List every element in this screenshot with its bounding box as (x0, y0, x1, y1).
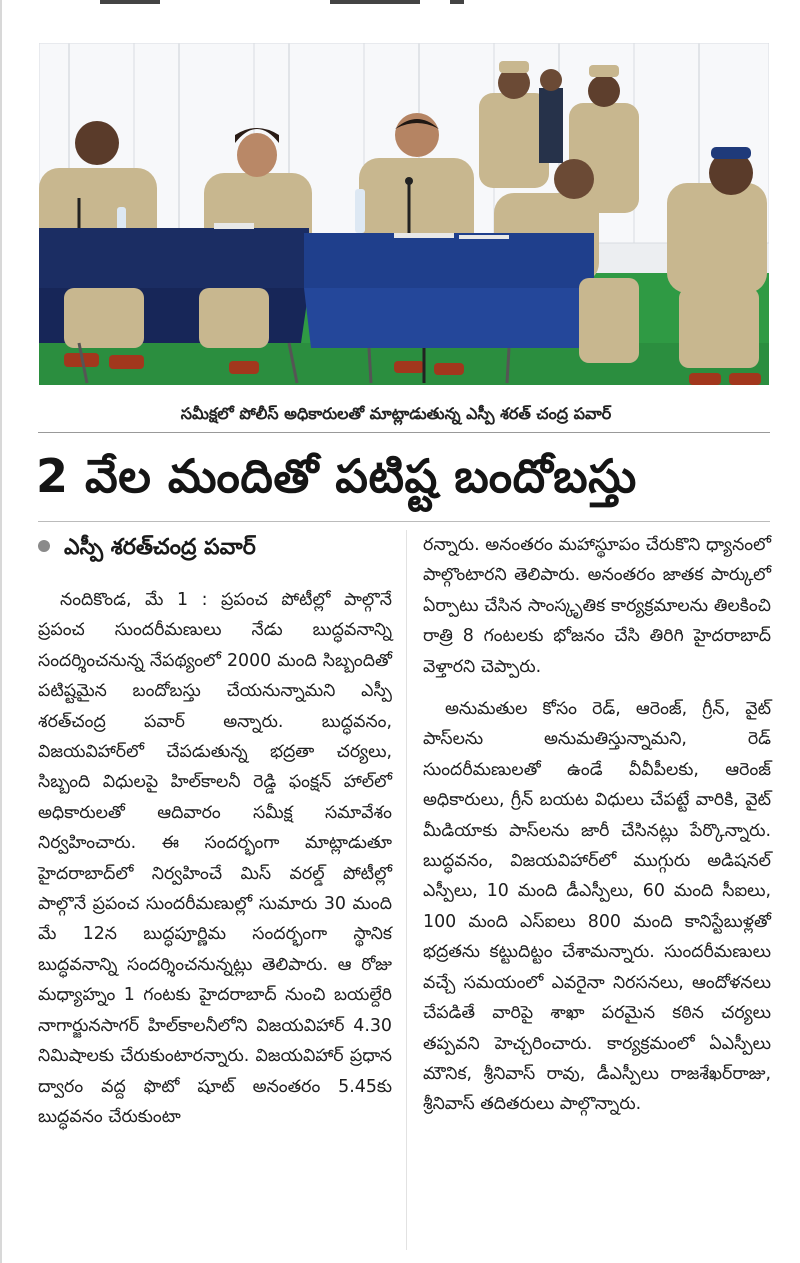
column-divider (406, 530, 407, 1250)
headline: 2 వేల మందితో పటిష్ట బందోబస్తు (36, 449, 637, 503)
news-photo (39, 43, 769, 385)
byline-text: ఎస్పీ శరత్‌చంద్ర పవార్ (64, 535, 256, 560)
article-paragraph: రన్నారు. అనంతరం మహాస్థూపం చేరుకొని ధ్యానంలో పాల్గొంటారని తెలిపారు. అనంతరం జాతక పార్కులో ఏర్పాటు చేసిన సాంస్కృతిక కార్యక్రమాలను తిలకించి రాత్రి 8 గంటలకు భోజనం చేసి తిరిగి హైదరాబాద్ వెళ్తారని చెప్పారు. (423, 535, 771, 677)
bullet-icon (38, 540, 50, 552)
clipped-top-strip (0, 0, 800, 14)
article-column-right (423, 530, 771, 1120)
article-paragraph: నందికొండ, మే 1 : ప్రపంచ పోటీల్లో పాల్గొనే ప్రపంచ సుందరీమణులు నేడు బుద్ధవనాన్ని సందర్శించనున్న నేపథ్యంలో 2000 మంది సిబ్బందితో పటిష్టమైన బందోబస్తు చేయనున్నామని ఎస్పీ శరత్‌చంద్ర పవార్ అన్నారు. బుద్ధవనం, విజయవిహార్‌లో చేపడుతున్న భద్రతా చర్యలు, సిబ్బంది విధులపై హిల్‌కాలనీ రెడ్డి ఫంక్షన్ హాల్‌లో అధికారులతో ఆదివారం సమీక్ష సమావేశం నిర్వహించారు. ఈ సందర్భంగా మాట్లాడుతూ హైదరాబాద్‌లో నిర్వహించే మిస్ వరల్డ్ పోటీల్లో పాల్గొనే ప్రపంచ సుందరీమణుల్లో సుమారు 30 మంది మే 12న బుద్ధపూర్ణిమ సందర్భంగా స్థానిక బుద్ధవనాన్ని సందర్శించనున్నట్లు తెలిపారు. ఆ రోజు మధ్యాహ్నం 1 గంటకు హైదరాబాద్ నుంచి బయల్దేరి నాగార్జునసాగర్ హిల్‌కాలనీలోని విజయవిహార్ 4.30 నిమిషాలకు చేరుకుంటారన్నారు. విజయవిహార్ ప్రధాన ద్వారం వద్ద ఫొటో షూట్ అనంతరం 5.45కు బుద్ధవనం చేరుకుంటా (38, 590, 392, 1127)
caption-divider (38, 432, 770, 433)
article-paragraph: అనుమతుల కోసం రెడ్, ఆరెంజ్, గ్రీన్, వైట్ పాస్‌లను అనుమతిస్తున్నామని, రెడ్ సుందరీమణులతో ఉండే వీవీపీలకు, ఆరెంజ్ అధికారులు, గ్రీన్ బయట విధులు చేపట్టే వారికి, వైట్ మీడియాకు పాస్‌లను జారీ చేసినట్లు పేర్కొన్నారు. బుద్ధవనం, విజయవిహార్‌లో ముగ్గురు అడిషనల్ ఎస్పీలు, 10 మంది డీఎస్పీలు, 60 మంది సీఐలు, 100 మంది ఎస్ఐలు 800 మంది కానిస్టేబుళ్లతో భద్రతను కట్టుదిట్టం చేశామన్నారు. సుందరీమణులు వచ్చే సమయంలో ఎవరైనా నిరసనలు, ఆందోళనలు చేపడితే వారిపై శాఖా పరమైన కఠిన చర్యలు తప్పవని హెచ్చరించారు. కార్యక్రమంలో ఏఎస్పీలు మౌనిక, శ్రీనివాస్ రావు, డీఎస్పీలు రాజశేఖర్‌రాజు, శ్రీనివాస్ తదితరులు పాల్గొన్నారు. (423, 699, 771, 1115)
photo-caption: సమీక్షలో పోలీస్ అధికారులతో మాట్లాడుతున్న ఎస్పీ శరత్ చంద్ర పవార్ (180, 404, 612, 423)
headline-divider (38, 521, 770, 522)
page-edge-rule (0, 0, 2, 1263)
article-column-left (38, 585, 392, 1132)
byline (38, 535, 256, 565)
